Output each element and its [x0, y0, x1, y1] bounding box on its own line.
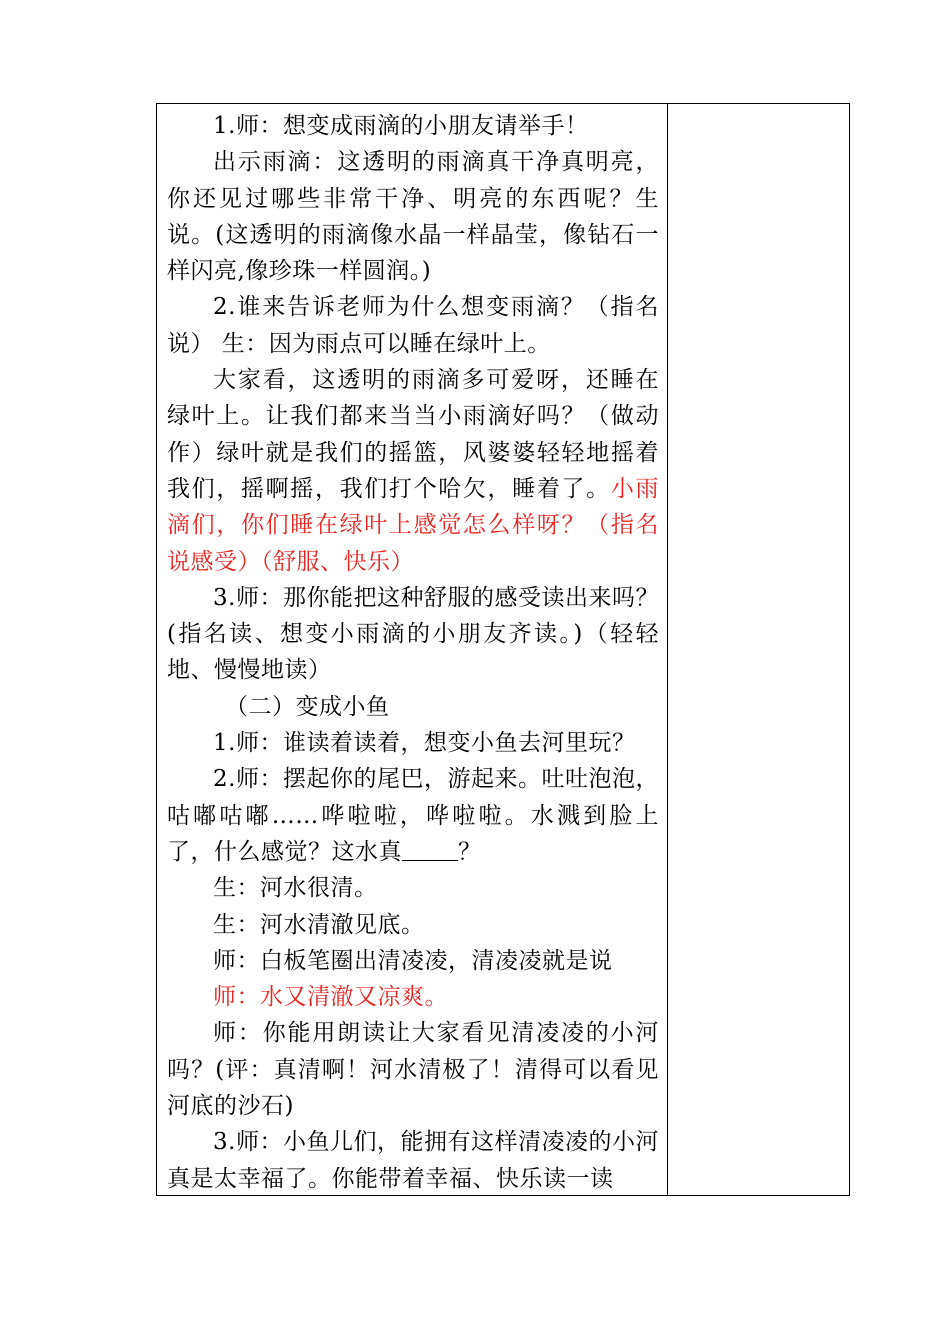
paragraph-2: 出示雨滴：这透明的雨滴真干净真明亮，你还见过哪些非常干净、明亮的东西呢？生说。(这透明的雨滴像水晶一样晶莹，像钻石一样闪亮,像珍珠一样圆润。)	[167, 149, 659, 285]
paragraph-13: 师：你能用朗读让大家看见清凌凌的小河吗？(评：真清啊！河水清极了！清得可以看见河底的沙石)	[167, 1020, 659, 1120]
column-divider	[667, 104, 668, 1195]
paragraph-1: 1.师：想变成雨滴的小朋友请举手！	[213, 113, 589, 139]
paragraph-5: 3.师：那你能把这种舒服的感受读出来吗？(指名读、想变小雨滴的小朋友齐读。)（轻轻地、慢慢地读）	[167, 584, 659, 684]
paragraph-10: 生：河水清澈见底。	[213, 911, 425, 938]
lesson-content	[167, 108, 659, 1197]
paragraph-4: 大家看，这透明的雨滴多可爱呀，还睡在绿叶上。让我们都来当当小雨滴好吗？（做动作）绿叶就是我们的摇篮，风婆婆轻轻地摇着我们，摇啊摇，我们打个哈欠，睡着了。小雨滴们，你们睡在绿叶上感觉怎么样呀？（指名说感受）（舒服、快乐）	[167, 367, 660, 575]
paragraph-3: 2.谁来告诉老师为什么想变雨滴？（指名说） 生：因为雨点可以睡在绿叶上。	[167, 294, 659, 357]
paragraph-8: 2.师：摆起你的尾巴，游起来。吐吐泡泡，咕嘟咕嘟……哗啦啦，哗啦啦。水溅到脸上了，什么感觉？这水真 ？	[167, 766, 659, 865]
fill-in-blank	[402, 838, 458, 861]
paragraph-9: 生：河水很清。	[213, 875, 378, 902]
highlighted-answer: 师：水又清澈又凉爽。	[213, 984, 448, 1011]
paragraph-14: 3.师：小鱼儿们，能拥有这样清凌凌的小河真是太幸福了。你能带着幸福、快乐读一读	[167, 1129, 659, 1192]
paragraph-7: 1.师：谁读着读着，想变小鱼去河里玩？	[213, 730, 636, 757]
highlighted-question: 小雨滴们，你们睡在绿叶上感觉怎么样呀？（指名说感受）（舒服、快乐）	[167, 475, 660, 575]
lesson-table	[156, 103, 850, 1196]
paragraph-12	[167, 979, 659, 1015]
paragraph-11: 师：白板笔圈出清凌凌，清凌凌就是说	[213, 947, 613, 974]
section-heading: （二）变成小鱼	[225, 693, 390, 720]
